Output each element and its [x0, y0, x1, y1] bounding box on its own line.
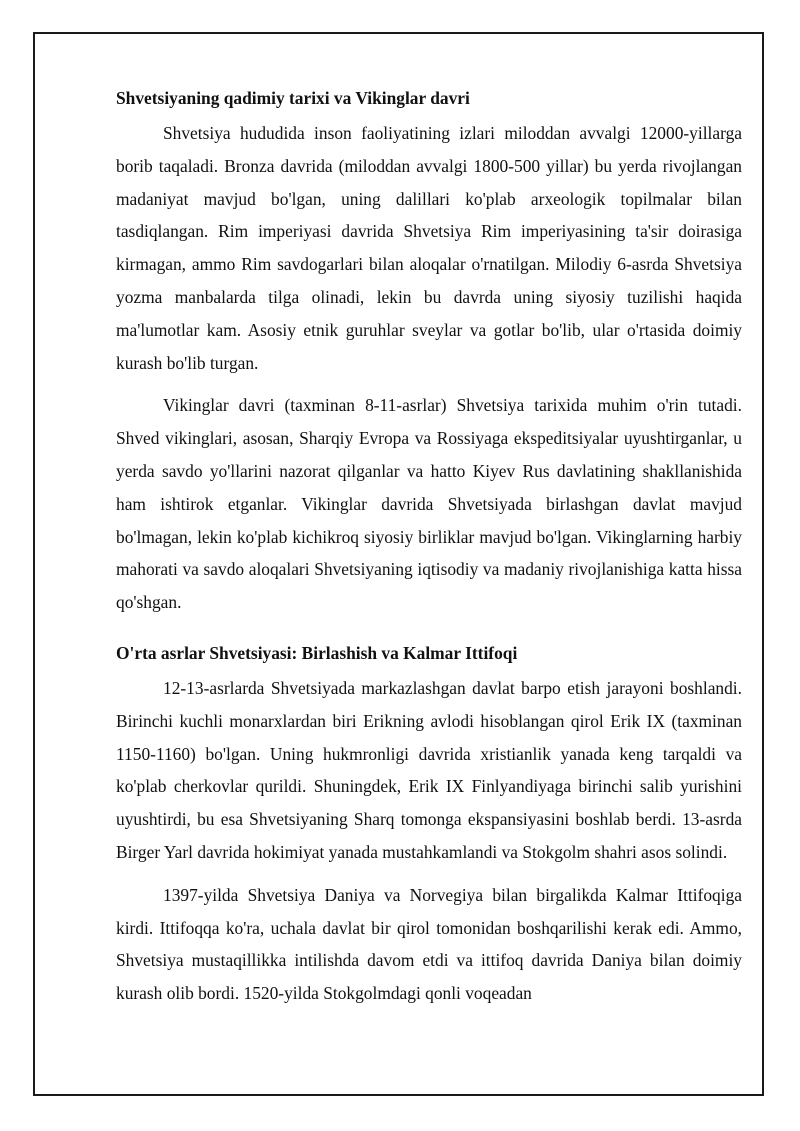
paragraph: Vikinglar davri (taxminan 8-11-asrlar) Shvetsiya tarixida muhim o'rin tutadi. Shved vikinglari, asosan, Sharqiy Evropa va Rossiyaga ekspeditsiyalar uyushtirganlar, u yerda savdo yo'llarini nazorat qilganlar va hatto Kiyev Rus davlatining shakllanishida ham ishtirok etganlar. Vikinglar davrida Shvetsiyada birlashgan davlat mavjud bo'lmagan, lekin ko'plab kichikroq siyosiy birliklar mavjud bo'lgan. Vikinglarning harbiy mahorati va savdo aloqalari Shvetsiyaning iqtisodiy va madaniy rivojlanishiga katta hissa qo'shgan. [116, 395, 742, 613]
section-middle-ages [116, 637, 742, 1010]
paragraph: Shvetsiya hududida inson faoliyatining izlari miloddan avvalgi 12000-yillarga borib taqaladi. Bronza davrida (miloddan avvalgi 1800-500 yillar) bu yerda rivojlangan madaniyat mavjud bo'lgan, uning dalillari ko'plab arxeologik topilmalar bilan tasdiqlangan. Rim imperiyasi davrida Shvetsiya Rim imperiyasining ta'sir doirasiga kirmagan, ammo Rim savdogarlari bilan aloqalar o'rnatilgan. Milodiy 6-asrda Shvetsiya yozma manbalarda tilga olinadi, lekin bu davrda uning siyosiy tuzilishi haqida ma'lumotlar kam. Asosiy etnik guruhlar sveylar va gotlar bo'lib, ular o'rtasida doimiy kurash bo'lib turgan. [116, 123, 742, 373]
paragraph: 12-13-asrlarda Shvetsiyada markazlashgan davlat barpo etish jarayoni boshlandi. Birinchi kuchli monarxlardan biri Erikning avlodi hisoblangan qirol Erik IX (taxminan 1150-1160) bo'lgan. Uning hukmronligi davrida xristianlik yanada keng tarqaldi va ko'plab cherkovlar qurildi. Shuningdek, Erik IX Finlyandiyaga birinchi salib yurishini uyushtirdi, bu esa Shvetsiyaning Sharq tomonga ekspansiyasini boshlab berdi. 13-asrda Birger Yarl davrida hokimiyat yanada mustahkamlandi va Stokgolm shahri asos solindi. [116, 677, 742, 862]
document-body [116, 82, 742, 1020]
section-heading: Shvetsiyaning qadimiy tarixi va Vikinglar davri [116, 88, 470, 108]
section-heading: O'rta asrlar Shvetsiyasi: Birlashish va Kalmar Ittifoqi [116, 642, 518, 663]
paragraph: 1397-yilda Shvetsiya Daniya va Norvegiya bilan birgalikda Kalmar Ittifoqiga kirdi. Ittifoqqa ko'ra, uchala davlat bir qirol tomonidan boshqarilishi kerak edi. Ammo, Shvetsiya mustaqillikka intilishda davom etdi va ittifoq davrida Daniya bilan doimiy kurash olib bordi. 1520-yilda Stokgolmdagi qonli voqeadan [116, 884, 742, 1004]
section-ancient-history [116, 82, 742, 619]
